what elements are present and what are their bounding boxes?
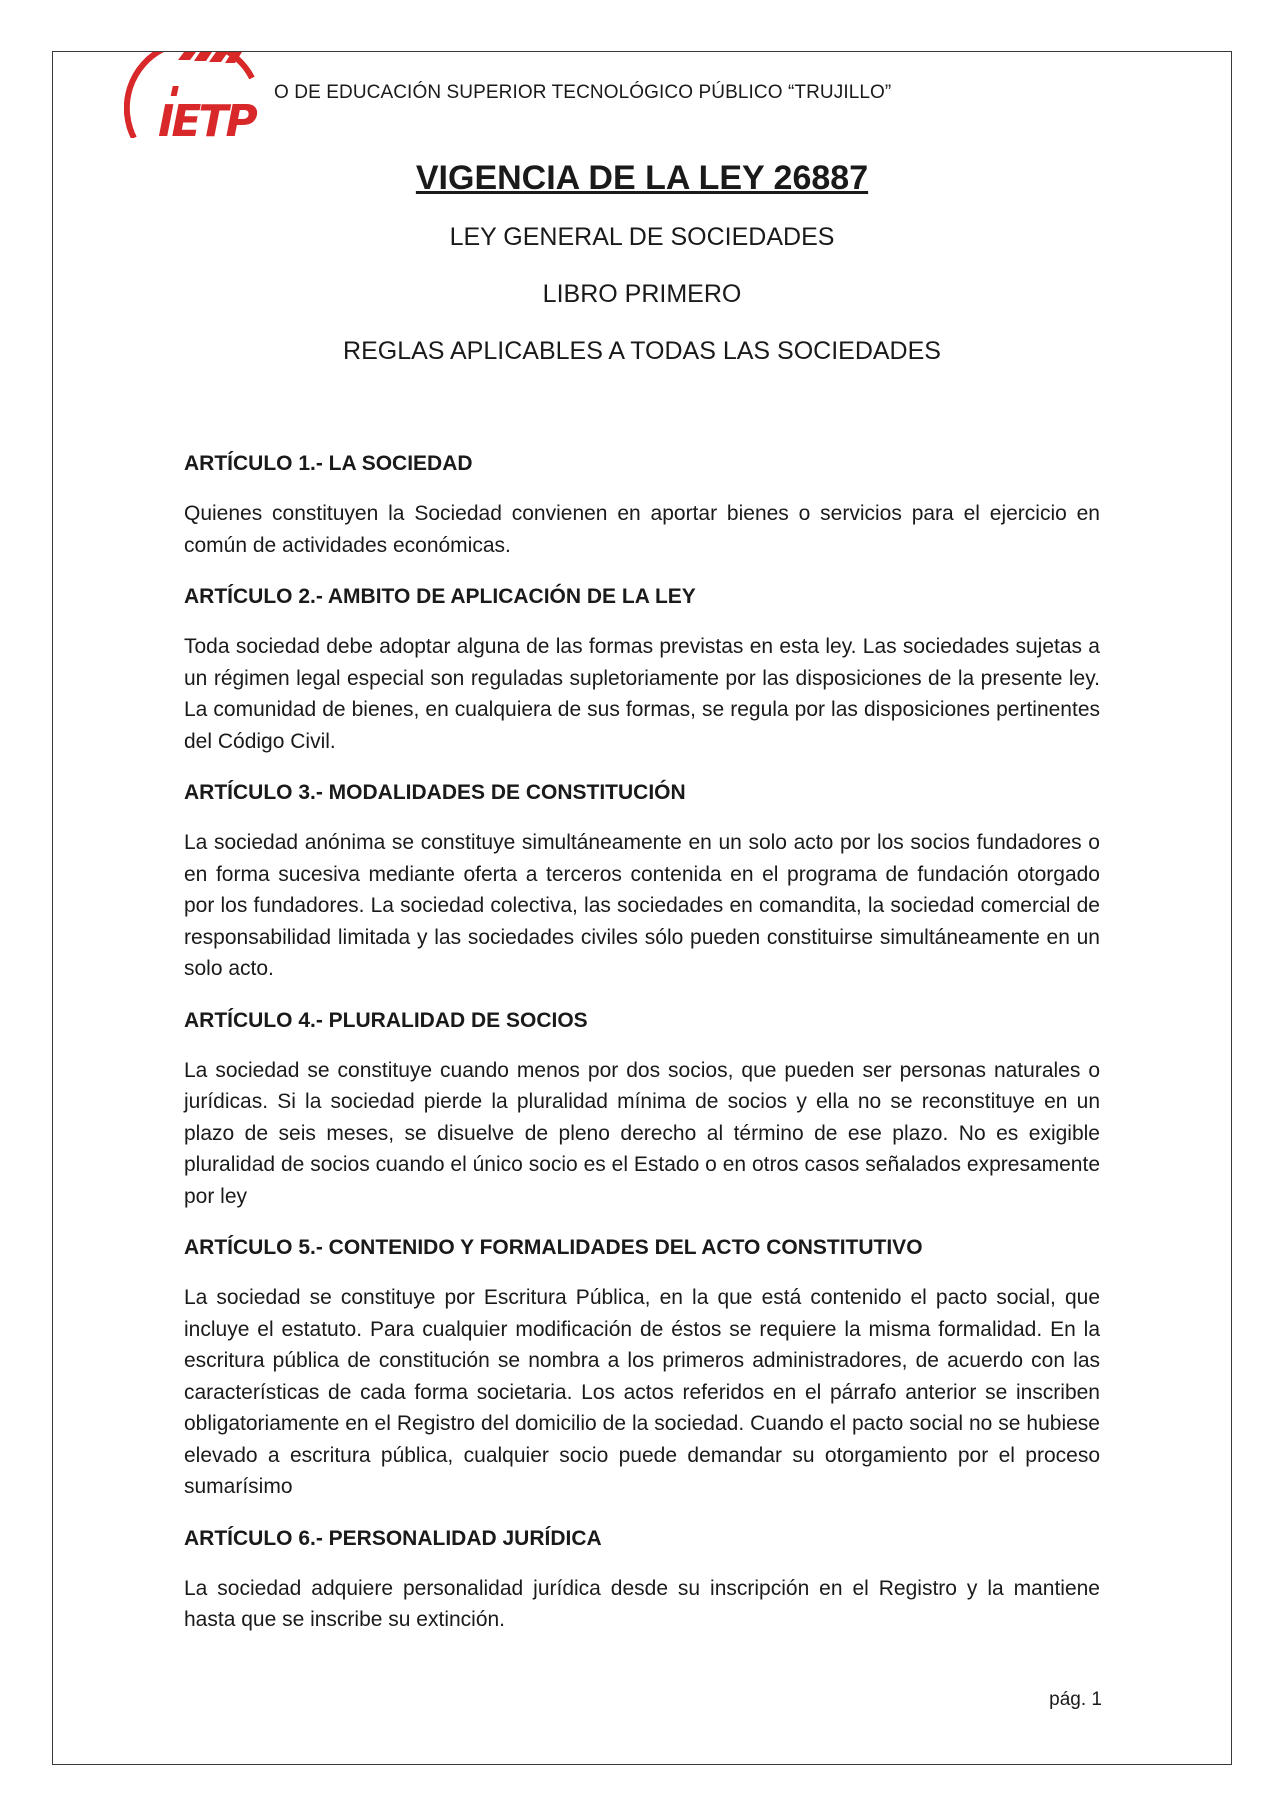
article-heading: ARTÍCULO 4.- PLURALIDAD DE SOCIOS [184,1008,588,1032]
subtitle-law-name: LEY GENERAL DE SOCIEDADES [449,223,835,251]
article-text: La sociedad se constituye cuando menos por dos socios, que pueden ser personas naturales o jurídicas. Si la sociedad pierde la pluralidad mínima de socios y ella no se reconstituye en un plazo de seis meses, se disuelve de pleno derecho al término de ese plazo. No es exigible pluralidad de socios cuando el único socio es el Estado o en otros casos señalados expresamente por ley [184,1058,1100,1208]
article-text: Toda sociedad debe adoptar alguna de las formas previstas en esta ley. Las sociedades sujetas a un régimen legal especial son reguladas supletoriamente por las disposiciones de la presente ley. La comunidad de bienes, en cualquiera de sus formas, se regula por las disposiciones pertinentes del Código Civil. [184,635,1100,753]
article-heading: ARTÍCULO 5.- CONTENIDO Y FORMALIDADES DEL ACTO CONSTITUTIVO [184,1236,923,1259]
header-institution-name: O DE EDUCACIÓN SUPERIOR TECNOLÓGICO PÚBLICO “TRUJILLO” [274,82,892,103]
svg-text:IETP: IETP [158,96,255,138]
article-heading: ARTÍCULO 3.- MODALIDADES DE CONSTITUCIÓN [184,781,686,804]
article-3 [184,779,1100,985]
subtitle-book: LIBRO PRIMERO [542,280,742,308]
article-2 [184,583,1100,757]
article-6 [184,1525,1100,1636]
article-text: La sociedad se constituye por Escritura Pública, en la que está contenido el pacto social, que incluye el estatuto. Para cualquier modificación de éstos se requiere la misma formalidad. En la escritura pública de constitución se nombra a los primeros administradores, de acuerdo con las características de cada forma societaria. Los actos referidos en el párrafo anterior se inscriben obligatoriamente en el Registro del domicilio de la sociedad. Cuando el pacto social no se hubiese elevado a escritura pública, cualquier socio puede demandar su otorgamiento por el proceso sumarísimo [184,1286,1100,1498]
article-heading: ARTÍCULO 6.- PERSONALIDAD JURÍDICA [184,1526,602,1550]
article-heading: ARTÍCULO 1.- LA SOCIEDAD [184,452,473,475]
article-1 [184,450,1100,561]
articles-list [184,450,1100,1636]
logo-graphic [124,52,274,138]
document-title: VIGENCIA DE LA LEY 26887 [415,159,869,197]
article-text: La sociedad anónima se constituye simultáneamente en un solo acto por los socios fundadores o en forma sucesiva mediante oferta a terceros contenida en el programa de fundación otorgado por los fundadores. La sociedad colectiva, las sociedades en comandita, la sociedad comercial de responsabilidad limitada y las sociedades civiles sólo pueden constituirse simultáneamente en un solo acto. [184,831,1100,980]
institution-logo [124,52,274,138]
subtitle-rules: REGLAS APLICABLES A TODAS LAS SOCIEDADES [343,337,941,365]
article-text: La sociedad adquiere personalidad jurídica desde su inscripción en el Registro y la mantiene hasta que se inscribe su extinción. [184,1576,1100,1631]
page-number: pág. 1 [1049,1689,1102,1710]
article-4 [184,1007,1100,1213]
document-content [184,158,1100,1636]
article-text: Quienes constituyen la Sociedad convienen en aportar bienes o servicios para el ejercicio en común de actividades económicas. [184,502,1100,557]
article-heading: ARTÍCULO 2.- AMBITO DE APLICACIÓN DE LA LEY [184,585,696,608]
article-5 [184,1234,1100,1503]
